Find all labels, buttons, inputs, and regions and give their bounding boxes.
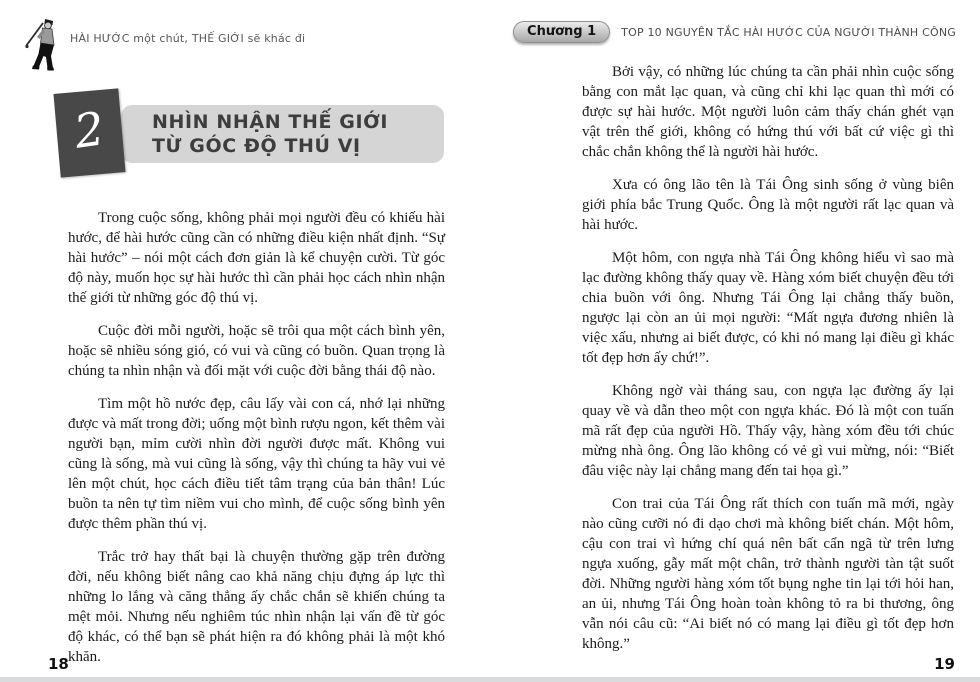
left-page-body	[68, 208, 445, 680]
body-paragraph: Trắc trở hay thất bại là chuyện thường gặp trên đường đời, nếu không biết nâng cao khả năng chịu đựng áp lực thì những lo lắng và căng thẳng ấy chắc chắn sẽ khiến chúng ta mệt mỏi. Nhưng nếu nghiêm túc nhìn nhận lại vấn đề từ góc độ khác, có thể bạn sẽ phát hiện ra đó không phải là một khó khăn.	[68, 549, 445, 665]
section-title-bar	[121, 105, 444, 163]
right-page-body	[582, 62, 954, 667]
chapter-badge: Chương 1	[513, 21, 610, 43]
body-paragraph: Cuộc đời mỗi người, hoặc sẽ trôi qua một cách bình yên, hoặc sẽ nhiều sóng gió, có vui và cũng có buồn. Quan trọng là chúng ta nhìn nhận và đối mặt với cuộc đời bằng thái độ nào.	[68, 323, 445, 379]
section-title-line2: TỪ GÓC ĐỘ THÚ VỊ	[152, 135, 361, 157]
running-header-left	[70, 32, 305, 45]
page-number-left: 18	[48, 655, 69, 673]
page-bottom-edge	[0, 677, 980, 682]
body-paragraph: Xưa có ông lão tên là Tái Ông sinh sống ở vùng biên giới phía bắc Trung Quốc. Ông là một người rất lạc quan và hài hước.	[582, 177, 954, 233]
section-title	[152, 110, 388, 158]
body-paragraph: Bởi vậy, có những lúc chúng ta cần phải nhìn cuộc sống bằng con mắt lạc quan, và cũng chỉ khi lạc quan thì mới có được sự hài hước. Một người luôn cảm thấy chán ghét vạn vật trên thế giới, không có hứng thú với bất cứ việc gì thì chắc chắn không thể là người hài hước.	[582, 64, 954, 160]
chapter-header-title: TOP 10 NGUYÊN TẮC HÀI HƯỚC CỦA NGƯỜI THÀNH CÔNG	[621, 25, 956, 39]
book-title: HÀI HƯỚC một chút, THẾ GIỚI sẽ khác đi	[70, 32, 306, 45]
section-title-line1: NHÌN NHẬN THẾ GIỚI	[152, 111, 388, 133]
body-paragraph: Trong cuộc sống, không phải mọi người đều có khiếu hài hước, để hài hước cũng cần có những điều kiện nhất định. “Sự hài hước” – nói một cách đơn giản là kể chuyện cười. Từ góc độ này, muốn học sự hài hước thì cần phải học cách nhìn nhận thế giới từ những góc độ thú vị.	[68, 210, 445, 306]
chapter-number-box	[53, 88, 125, 177]
body-paragraph: Tìm một hồ nước đẹp, câu lấy vài con cá, nhớ lại những được và mất trong đời; uống một bình rượu ngon, kết thêm vài người bạn, mỉm cười nhìn đời người được mất. Không vui cũng là sống, mà vui cũng là sống, vậy thì chúng ta hãy vui vẻ lên một chút, học cách điều tiết tâm trạng của bản thân! Lúc buồn ta nên tự tìm niềm vui cho mình, để cuộc sống bình yên được thêm phần thú vị.	[68, 396, 445, 532]
body-paragraph: Một hôm, con ngựa nhà Tái Ông không hiểu vì sao mà lạc đường không thấy quay về. Hàng xóm biết chuyện đều tới chia buồn với ông. Nhưng Tái Ông lại chẳng thấy buồn, ngược lại còn an ủi mọi người: “Mất ngựa đương nhiên là việc xấu, nhưng ai biết được, có khi nó mang lại điều gì khác tốt đẹp hơn ấy chứ!”.	[582, 250, 954, 366]
body-paragraph: Con trai của Tái Ông rất thích con tuấn mã mới, ngày nào cũng cưỡi nó đi dạo chơi mà không biết chán. Một hôm, cậu con trai vì hứng chí quá nên bất cẩn ngã từ trên lưng ngựa xuống, gẫy mất một chân, trở thành người tàn tật suốt đời. Những người hàng xóm tốt bụng nghe tin lại tới hỏi han, an ủi, nhưng Tái Ông hoàn toàn không tỏ ra bi thương, ông vẫn nói câu cũ: “Ai biết nó có mang lại điều gì tốt đẹp hơn không.”	[582, 496, 954, 652]
page-number-right: 19	[934, 655, 955, 673]
golfer-icon	[24, 16, 62, 72]
running-header-right	[513, 21, 956, 43]
body-paragraph: Không ngờ vài tháng sau, con ngựa lạc đường ấy lại quay về và dẫn theo một con ngựa khác. Đó là một con tuấn mã rất đẹp của người Hồ. Thấy vậy, hàng xóm đều tới chúc mừng nhà ông. Ông lão không có vẻ gì vui mừng, nói: “Biết đâu việc này lại chẳng mang đến tai họa gì.”	[582, 383, 954, 479]
chapter-number: 2	[70, 101, 108, 159]
